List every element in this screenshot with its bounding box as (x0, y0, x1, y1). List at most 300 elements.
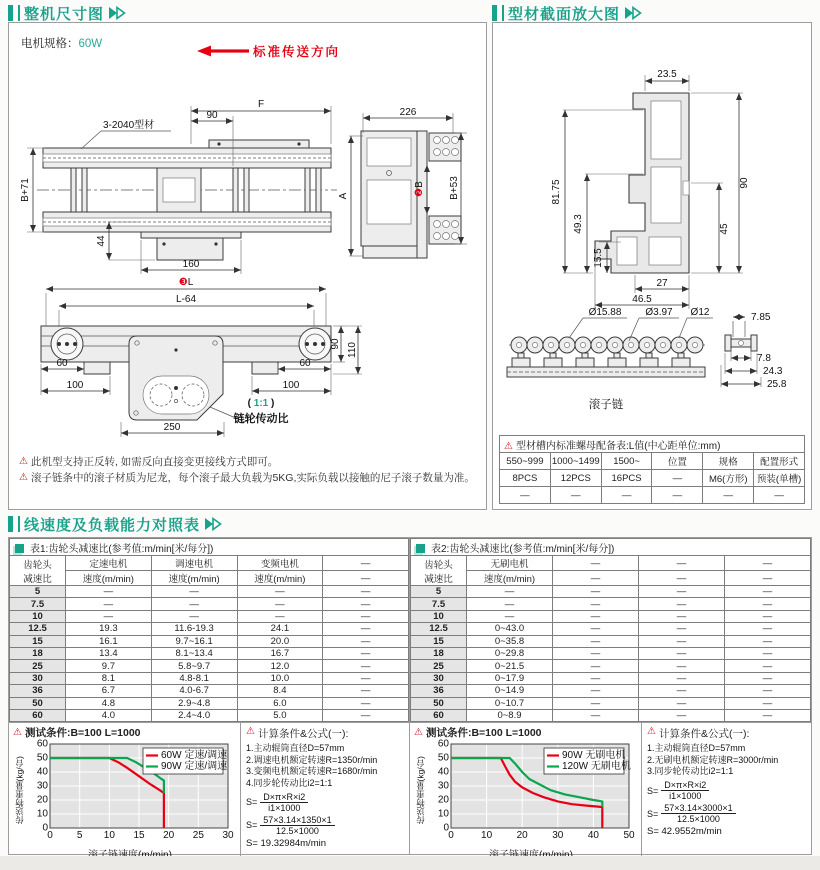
table-cell: — (323, 685, 409, 697)
chart-title: ⚠ 测试条件:B=100 L=1000 (414, 726, 542, 739)
header-bar (8, 516, 13, 532)
table-cell: 规格 (703, 453, 754, 470)
table-cell: 0~21.5 (467, 660, 553, 672)
gear-table-1-block (9, 538, 410, 854)
table-cell: 位置 (652, 453, 703, 470)
dim-81-75: 81.75 (551, 179, 562, 205)
table-cell: 0~8.9 (467, 709, 553, 721)
dim-60-left: 60 (56, 358, 68, 369)
svg-text:10: 10 (103, 830, 115, 842)
table-cell: 11.6-19.3 (151, 623, 237, 635)
table-cell: 8.1~13.4 (151, 647, 237, 659)
chart-title: ⚠ 测试条件:B=100 L=1000 (13, 726, 141, 739)
table-cell: — (639, 635, 725, 647)
section-arrow-icon (624, 6, 644, 20)
y-axis-label: 传送物重量(kg/台) (14, 756, 25, 825)
header-bar-thin (502, 5, 504, 21)
dim-B: ❷B (414, 181, 425, 197)
chart-formula-row (9, 722, 409, 861)
table-cell: 60 (411, 709, 467, 721)
table-cell: — (725, 685, 811, 697)
profile-section-drawing (493, 53, 811, 433)
table-row (411, 672, 811, 684)
speed-load-section (8, 537, 812, 855)
table-row (10, 647, 409, 659)
svg-text:0: 0 (443, 822, 449, 834)
table-row (10, 660, 409, 672)
formula-substituted: S= $\frac{57\times 3.14\times 3000\times 1}{12.5\times 1000}$ (647, 803, 806, 824)
table-row (10, 697, 409, 709)
svg-text:20: 20 (437, 794, 449, 806)
note-line (19, 470, 481, 486)
dim-160: 160 (182, 259, 200, 270)
warning-icon: ⚠ (19, 456, 28, 467)
table-cell: — (467, 598, 553, 610)
table-row (10, 586, 409, 598)
table-cell: — (725, 635, 811, 647)
dim-90: 90 (206, 110, 218, 121)
text-line: 4.同步轮传动比i2=1:1 (246, 778, 333, 789)
table-cell: — (639, 709, 725, 721)
table-cell: — (725, 672, 811, 684)
table-cell: — (639, 623, 725, 635)
table-row (10, 635, 409, 647)
table-cell: 30 (411, 672, 467, 684)
page-title: 整机尺寸图 (24, 5, 105, 23)
table-cell: — (553, 586, 639, 598)
table2-caption: 表2:齿轮头减速比(参考值:m/min[米/每分]) (411, 539, 811, 556)
dim-100-right: 100 (282, 380, 300, 391)
formula-conditions (647, 743, 806, 778)
section-title: 线速度及负载能力对照表 (24, 516, 201, 534)
svg-text:40: 40 (587, 830, 599, 842)
text-line: 1.主动辊筒直径D=57mm (647, 743, 746, 754)
table-cell: — (323, 586, 409, 598)
table-cell: 50 (411, 697, 467, 709)
table-cell: — (467, 610, 553, 622)
section-arrow-icon (108, 6, 128, 20)
footer-band (0, 856, 820, 870)
dim-45: 45 (719, 223, 730, 235)
formula-general: S= $\frac{D\times\pi\times R\times i2}{i1\times 1000}$ (246, 792, 404, 813)
dim-23-5: 23.5 (657, 69, 677, 80)
table-cell: 1500~ (601, 453, 652, 470)
dim-90-side: 90 (330, 338, 341, 350)
dim-44: 44 (96, 235, 107, 247)
nut-configuration-table (499, 435, 805, 504)
table-cell: — (323, 598, 409, 610)
table-cell: — (553, 635, 639, 647)
left-arrow-icon (197, 45, 249, 57)
table-cell: — (323, 610, 409, 622)
table-cell: 4.0 (66, 709, 152, 721)
table-cell: 0~35.8 (467, 635, 553, 647)
table-cell: 5 (411, 586, 467, 598)
warning-icon: ⚠ (504, 440, 513, 452)
header-bar-thin (18, 5, 20, 21)
col-header-gear-ratio: 齿轮头 减速比 (10, 556, 66, 586)
load-chart-1 (9, 723, 241, 861)
table-cell: 50 (10, 697, 66, 709)
table-cell: — (553, 660, 639, 672)
table-row (411, 586, 811, 598)
col-subheader: 速度(m/min) (66, 571, 152, 586)
table-cell: 60 (10, 709, 66, 721)
formula-conditions (246, 743, 404, 789)
text-line: 3.变频电机额定转速R=1680r/min (246, 766, 378, 777)
table-cell: 0~17.9 (467, 672, 553, 684)
col-header-gear-ratio: 齿轮头 减速比 (411, 556, 467, 586)
table-cell: 配置形式 (754, 453, 805, 470)
table-row (10, 598, 409, 610)
transfer-direction-label: 标准传送方向 (253, 45, 341, 59)
svg-text:15: 15 (133, 830, 145, 842)
table-cell: — (725, 598, 811, 610)
svg-text:25: 25 (192, 830, 204, 842)
col-header: 调速电机 (151, 556, 237, 571)
dim-B53: B+53 (449, 176, 460, 200)
table-cell: — (725, 709, 811, 721)
table-cell: — (323, 709, 409, 721)
table-cell: — (151, 586, 237, 598)
table-cell: 0~10.7 (467, 697, 553, 709)
section-header-overall-dimensions (8, 4, 128, 22)
col-header: 变频电机 (237, 556, 323, 571)
table-cell: — (639, 672, 725, 684)
section-title: 型材截面放大图 (508, 5, 621, 23)
dim-27: 27 (656, 278, 668, 289)
table-cell: — (725, 660, 811, 672)
table-row (10, 709, 409, 721)
col-header: — (725, 556, 811, 571)
table-cell: — (754, 487, 805, 504)
table-cell: — (66, 598, 152, 610)
warning-icon: ⚠ (19, 472, 28, 483)
table-cell: 8.1 (66, 672, 152, 684)
svg-text:20: 20 (163, 830, 175, 842)
table-cell: — (553, 697, 639, 709)
formula-block-2 (642, 723, 811, 861)
dim-25-8: 25.8 (767, 379, 787, 390)
table-cell: — (553, 610, 639, 622)
col-header: — (639, 556, 725, 571)
table-row (411, 610, 811, 622)
table-cell: 16PCS (601, 470, 652, 487)
table-cell: — (725, 586, 811, 598)
table-cell: 15 (10, 635, 66, 647)
table-cell: — (66, 610, 152, 622)
section-arrow-icon (204, 517, 224, 531)
dim-49-3: 49.3 (573, 214, 584, 234)
chart-plot (26, 739, 234, 846)
table-cell: — (639, 647, 725, 659)
teal-square-icon (416, 544, 425, 553)
speed-table-1 (9, 538, 409, 722)
formula-caption: ⚠ 计算条件&公式(一): (647, 726, 750, 741)
svg-text:20: 20 (516, 830, 528, 842)
dim-24-3: 24.3 (763, 366, 783, 377)
table-cell: — (652, 487, 703, 504)
table-row (411, 598, 811, 610)
table-row (500, 487, 805, 504)
dim-7-85: 7.85 (751, 312, 771, 323)
table-cell: — (639, 598, 725, 610)
table-cell: — (323, 635, 409, 647)
svg-text:10: 10 (36, 808, 48, 820)
dim-46-5: 46.5 (632, 294, 652, 305)
col-subheader: 速度(m/min) (237, 571, 323, 586)
table-cell: — (550, 487, 601, 504)
profile-section-panel (492, 22, 812, 510)
table-cell: — (639, 610, 725, 622)
text-line: 2.调速电机额定转速R=1350r/min (246, 754, 378, 765)
table-cell: 19.3 (66, 623, 152, 635)
table-cell: — (725, 610, 811, 622)
table-cell: — (500, 487, 551, 504)
sprocket-ratio: ( 1:1 ) (247, 398, 275, 409)
svg-text:30: 30 (36, 780, 48, 792)
table-row (500, 453, 805, 470)
text-line: 2.无刷电机额定转速R=3000r/min (647, 754, 779, 765)
svg-text:50: 50 (623, 830, 635, 842)
svg-text:30: 30 (437, 780, 449, 792)
col-subheader: — (553, 571, 639, 586)
table-cell: 9.7 (66, 660, 152, 672)
table-cell: — (151, 610, 237, 622)
table-cell: 5.0 (237, 709, 323, 721)
table-cell: 36 (10, 685, 66, 697)
table-cell: 6.0 (237, 697, 323, 709)
table-cell: 25 (411, 660, 467, 672)
dim-L64: L-64 (175, 294, 197, 305)
table-cell: 5 (10, 586, 66, 598)
table-cell: 30 (10, 672, 66, 684)
table-cell: 16.7 (237, 647, 323, 659)
dim-dia-12: Ø12 (690, 307, 710, 318)
chart-plot (427, 739, 635, 846)
speed-table-2 (410, 538, 811, 722)
svg-text:50: 50 (36, 752, 48, 764)
svg-text:10: 10 (481, 830, 493, 842)
table-cell: — (323, 697, 409, 709)
table-row (10, 672, 409, 684)
table-cell: — (725, 623, 811, 635)
svg-text:10: 10 (437, 808, 449, 820)
dim-dia-15-88: Ø15.88 (588, 307, 622, 318)
table-row (10, 610, 409, 622)
table-cell: — (237, 586, 323, 598)
table-cell: 10.0 (237, 672, 323, 684)
formula-general: S= $\frac{D\times\pi\times R\times i2}{i1\times 1000}$ (647, 780, 806, 801)
table-cell: 20.0 (237, 635, 323, 647)
section-header-speed-load (8, 515, 224, 533)
table-cell: 2.9~4.8 (151, 697, 237, 709)
table-cell: 10 (10, 610, 66, 622)
dim-250: 250 (163, 422, 181, 433)
col-subheader: 速度(m/min) (467, 571, 553, 586)
svg-text:0: 0 (448, 830, 454, 842)
table-cell: 18 (411, 647, 467, 659)
text-line: 3.同步轮传动比i2=1:1 (647, 766, 734, 777)
table-cell: — (553, 685, 639, 697)
col-header: — (553, 556, 639, 571)
table-row (411, 623, 811, 635)
sprocket-ratio-label: 链轮传动比 (233, 413, 289, 425)
table-cell: 预装(单槽) (754, 470, 805, 487)
table-cell: — (237, 610, 323, 622)
table-cell: 7.5 (411, 598, 467, 610)
table-cell: — (601, 487, 652, 504)
table-cell: 5.8~9.7 (151, 660, 237, 672)
dim-90: 90 (739, 177, 750, 189)
formula-caption: ⚠ 计算条件&公式(一): (246, 726, 349, 741)
table-cell: M6(方形) (703, 470, 754, 487)
table-cell: 12PCS (550, 470, 601, 487)
nut-table-caption: ⚠ 型材槽内标准螺母配备表:L值(中心距单位:mm) (500, 436, 805, 453)
table-cell: — (725, 697, 811, 709)
table-cell: — (323, 623, 409, 635)
svg-text:20: 20 (36, 794, 48, 806)
svg-text:40: 40 (36, 766, 48, 778)
table-cell: — (553, 647, 639, 659)
dim-B71: B+71 (20, 178, 31, 202)
dim-F: F (257, 99, 265, 110)
dim-100-left: 100 (66, 380, 84, 391)
motor-spec (21, 35, 102, 51)
note-line (19, 454, 481, 470)
table-cell: — (553, 598, 639, 610)
table-cell: — (639, 586, 725, 598)
dim-dia-3-97: Ø3.97 (645, 307, 673, 318)
svg-text:0: 0 (42, 822, 48, 834)
table-cell: 1000~1499 (550, 453, 601, 470)
chart-formula-row (410, 722, 811, 861)
table-cell: — (639, 697, 725, 709)
table-cell: 4.8 (66, 697, 152, 709)
dim-7-8: 7.8 (757, 353, 771, 364)
table-cell: 4.8-8.1 (151, 672, 237, 684)
table-cell: 18 (10, 647, 66, 659)
table-cell: — (323, 660, 409, 672)
svg-text:0: 0 (47, 830, 53, 842)
table-cell: 0~29.8 (467, 647, 553, 659)
table-cell: 7.5 (10, 598, 66, 610)
svg-text:60: 60 (36, 738, 48, 750)
formula-substituted: S= $\frac{57\times 3.14\times 1350\times 1}{12.5\times 1000}$ (246, 815, 404, 836)
table-cell: — (237, 598, 323, 610)
col-subheader: 速度(m/min) (151, 571, 237, 586)
table-row (411, 660, 811, 672)
table-row (10, 623, 409, 635)
motor-spec-value: 60W (78, 38, 103, 50)
table-cell: — (151, 598, 237, 610)
warning-icon: ⚠ (414, 726, 423, 738)
svg-text:30: 30 (552, 830, 564, 842)
svg-text:30: 30 (222, 830, 234, 842)
col-header: 无刷电机 (467, 556, 553, 571)
table-cell: — (467, 586, 553, 598)
table-cell: 4.0-6.7 (151, 685, 237, 697)
table-cell: 10 (411, 610, 467, 622)
col-subheader: — (639, 571, 725, 586)
load-capacity-chart (427, 739, 635, 841)
overall-dimension-drawing (9, 88, 486, 448)
formula-result: S= 42.9552m/min (647, 826, 722, 838)
table-cell: — (553, 709, 639, 721)
warning-icon: ⚠ (647, 726, 656, 738)
table-row (411, 697, 811, 709)
dim-226: 226 (399, 107, 417, 118)
dim-110: 110 (347, 342, 358, 358)
table-cell: — (639, 660, 725, 672)
dim-A: A (338, 192, 349, 200)
dim-15-5: 15.5 (593, 248, 604, 268)
table-cell: — (553, 623, 639, 635)
table-cell: — (323, 672, 409, 684)
header-bar-thin (18, 516, 20, 532)
table-cell: 0~14.9 (467, 685, 553, 697)
table-row (500, 470, 805, 487)
dim-60-right: 60 (299, 358, 311, 369)
table-cell: 12.0 (237, 660, 323, 672)
roller-chain-label: 滚子链 (588, 399, 624, 411)
overall-dimensions-panel (8, 22, 487, 510)
header-bar (492, 5, 497, 21)
warning-icon: ⚠ (246, 726, 255, 738)
svg-text:40: 40 (437, 766, 449, 778)
table-cell: — (553, 672, 639, 684)
table-cell: 16.1 (66, 635, 152, 647)
table-cell: — (639, 685, 725, 697)
y-axis-label: 传送物重量(kg/台) (415, 756, 426, 825)
col-subheader: — (725, 571, 811, 586)
load-chart-2 (410, 723, 642, 861)
table-cell: — (652, 470, 703, 487)
svg-text:120W 无刷电机: 120W 无刷电机 (562, 761, 631, 773)
notes (19, 454, 481, 486)
col-header: — (323, 556, 409, 571)
table-row (411, 647, 811, 659)
table-row (411, 635, 811, 647)
load-capacity-chart (26, 739, 234, 841)
table-cell: 9.7~16.1 (151, 635, 237, 647)
col-header: 定速电机 (66, 556, 152, 571)
table-cell: 13.4 (66, 647, 152, 659)
section-header-profile-section (492, 4, 644, 22)
table-cell: 24.1 (237, 623, 323, 635)
col-subheader: — (323, 571, 409, 586)
svg-text:50: 50 (437, 752, 449, 764)
table-cell: 12.5 (411, 623, 467, 635)
table-cell: 15 (411, 635, 467, 647)
svg-text:5: 5 (76, 830, 83, 842)
teal-square-icon (15, 544, 24, 553)
table-cell: — (66, 586, 152, 598)
table-cell: — (725, 647, 811, 659)
table-cell: 8PCS (500, 470, 551, 487)
table-cell: 2.4~4.0 (151, 709, 237, 721)
formula-block-1 (241, 723, 409, 861)
table-cell: — (323, 647, 409, 659)
motor-spec-label: 电机规格： (21, 38, 79, 50)
svg-text:90W 无刷电机: 90W 无刷电机 (562, 750, 626, 762)
dim-L: ❸L (178, 277, 194, 288)
warning-icon: ⚠ (13, 726, 22, 738)
profile-callout: 3-2040型材 (103, 120, 155, 131)
svg-text:60W 定速/调速: 60W 定速/调速 (161, 750, 228, 762)
table-cell: 36 (411, 685, 467, 697)
transfer-direction (197, 42, 340, 60)
